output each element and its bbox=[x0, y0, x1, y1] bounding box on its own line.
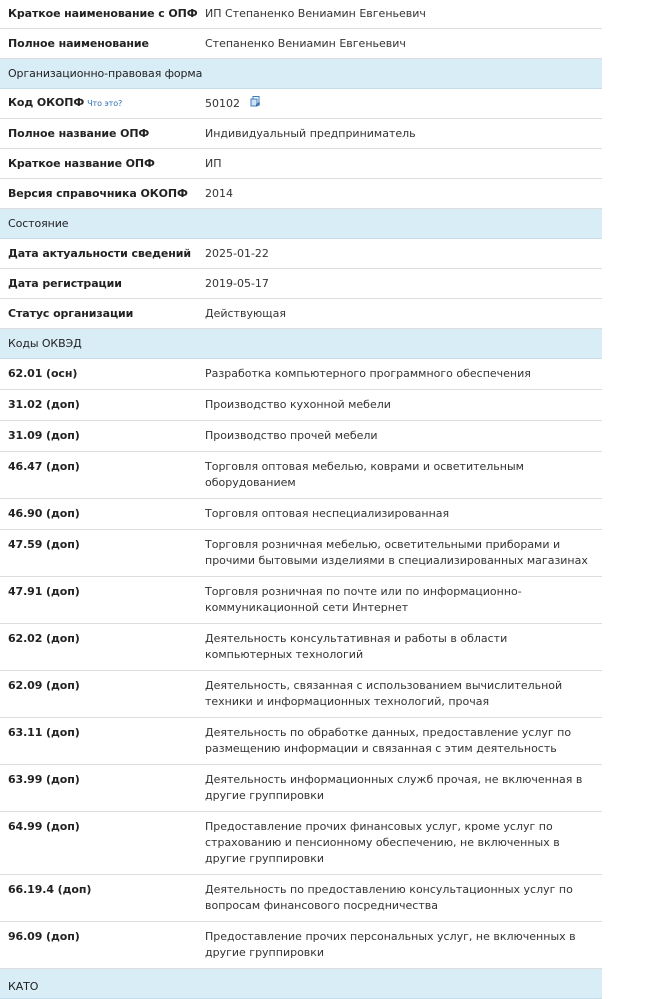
field-label: Полное название ОПФ bbox=[8, 126, 150, 140]
what-is-link[interactable]: Что это? bbox=[87, 99, 123, 108]
okved-code: 47.59 (доп) bbox=[8, 538, 80, 551]
field-label: Полное наименование bbox=[8, 36, 149, 50]
okved-code: 31.09 (доп) bbox=[8, 429, 80, 442]
section-title: КАТО bbox=[8, 979, 39, 993]
okved-row bbox=[0, 922, 602, 969]
field-value: ИП bbox=[205, 156, 222, 170]
field-label: Версия справочника ОКОПФ bbox=[8, 186, 188, 200]
field-label: Статус организации bbox=[8, 306, 134, 320]
okved-code: 96.09 (доп) bbox=[8, 930, 80, 943]
field-label: Код ОКОПФ bbox=[8, 96, 85, 109]
okved-description: Торговля оптовая неспециализированная bbox=[205, 507, 450, 520]
okved-description: Разработка компьютерного программного обеспечения bbox=[205, 367, 531, 380]
okved-description: Деятельность по предоставлению консультационных услуг по вопросам финансового посредничества bbox=[205, 883, 573, 912]
field-value: 2014 bbox=[205, 186, 233, 200]
okved-code: 47.91 (доп) bbox=[8, 585, 80, 598]
okved-code: 31.02 (доп) bbox=[8, 398, 80, 411]
okved-description: Торговля оптовая мебелью, коврами и осветительным оборудованием bbox=[205, 460, 524, 489]
field-row-opf-short bbox=[0, 149, 602, 179]
copy-icon[interactable] bbox=[250, 96, 261, 112]
section-header-state bbox=[0, 209, 602, 239]
field-value: Индивидуальный предприниматель bbox=[205, 126, 416, 140]
okved-row bbox=[0, 359, 602, 390]
okved-code: 62.02 (доп) bbox=[8, 632, 80, 645]
okved-description: Деятельность информационных служб прочая, не включенная в другие группировки bbox=[205, 773, 583, 802]
field-row-registration-date bbox=[0, 269, 602, 299]
okved-code: 46.90 (доп) bbox=[8, 507, 80, 520]
field-value: 50102 bbox=[205, 96, 240, 110]
okved-code: 62.01 (осн) bbox=[8, 367, 78, 380]
okved-row bbox=[0, 390, 602, 421]
field-label: Краткое название ОПФ bbox=[8, 156, 155, 170]
okved-row bbox=[0, 765, 602, 812]
okved-row bbox=[0, 421, 602, 452]
okved-row bbox=[0, 718, 602, 765]
field-label: Дата регистрации bbox=[8, 276, 122, 290]
field-value: Действующая bbox=[205, 306, 286, 320]
okved-description: Предоставление прочих персональных услуг, не включенных в другие группировки bbox=[205, 930, 576, 959]
okved-row bbox=[0, 499, 602, 530]
field-value: ИП Степаненко Вениамин Евгеньевич bbox=[205, 7, 426, 20]
field-value: 2025-01-22 bbox=[205, 246, 269, 260]
okved-code: 63.11 (доп) bbox=[8, 726, 80, 739]
field-row-actual-date bbox=[0, 239, 602, 269]
field-label: Краткое наименование с ОПФ bbox=[8, 7, 198, 20]
okved-row bbox=[0, 530, 602, 577]
okved-code: 62.09 (доп) bbox=[8, 679, 80, 692]
okved-row bbox=[0, 875, 602, 922]
field-value: Степаненко Вениамин Евгеньевич bbox=[205, 36, 406, 50]
field-value: 2019-05-17 bbox=[205, 276, 269, 290]
okved-description: Деятельность по обработке данных, предоставление услуг по размещению информации и связанная с этим деятельность bbox=[205, 726, 572, 755]
okved-row bbox=[0, 671, 602, 718]
field-row-okopf-code bbox=[0, 89, 602, 119]
field-row-short-name bbox=[0, 0, 602, 29]
section-header-okved bbox=[0, 329, 602, 359]
okved-code: 63.99 (доп) bbox=[8, 773, 80, 786]
section-title: Состояние bbox=[8, 217, 69, 230]
field-row-status bbox=[0, 299, 602, 329]
section-header-next bbox=[0, 969, 602, 999]
okved-row bbox=[0, 812, 602, 875]
okved-description: Торговля розничная мебелью, осветительными приборами и прочими бытовыми изделиями в специализированных магазинах bbox=[205, 538, 588, 567]
okved-description: Деятельность консультативная и работы в области компьютерных технологий bbox=[205, 632, 508, 661]
section-header-opf bbox=[0, 59, 602, 89]
okved-code: 66.19.4 (доп) bbox=[8, 883, 92, 896]
okved-description: Производство кухонной мебели bbox=[205, 398, 391, 411]
okved-code: 46.47 (доп) bbox=[8, 460, 80, 473]
okved-code: 64.99 (доп) bbox=[8, 820, 80, 833]
section-title: Коды ОКВЭД bbox=[8, 337, 82, 350]
okved-description: Торговля розничная по почте или по информационно-коммуникационной сети Интернет bbox=[205, 585, 522, 614]
field-label: Дата актуальности сведений bbox=[8, 246, 192, 260]
okved-row bbox=[0, 624, 602, 671]
okved-description: Деятельность, связанная с использованием вычислительной техники и информационных технологий, прочая bbox=[205, 679, 563, 708]
field-row-okopf-version bbox=[0, 179, 602, 209]
field-row-opf-full bbox=[0, 119, 602, 149]
okved-row bbox=[0, 452, 602, 499]
okved-row bbox=[0, 577, 602, 624]
field-row-full-name bbox=[0, 29, 602, 59]
okved-description: Предоставление прочих финансовых услуг, кроме услуг по страхованию и пенсионному обеспечению, не включенных в другие группировки bbox=[205, 820, 560, 865]
okved-list bbox=[0, 359, 602, 969]
okved-description: Производство прочей мебели bbox=[205, 429, 378, 442]
section-title: Организационно-правовая форма bbox=[8, 67, 203, 80]
